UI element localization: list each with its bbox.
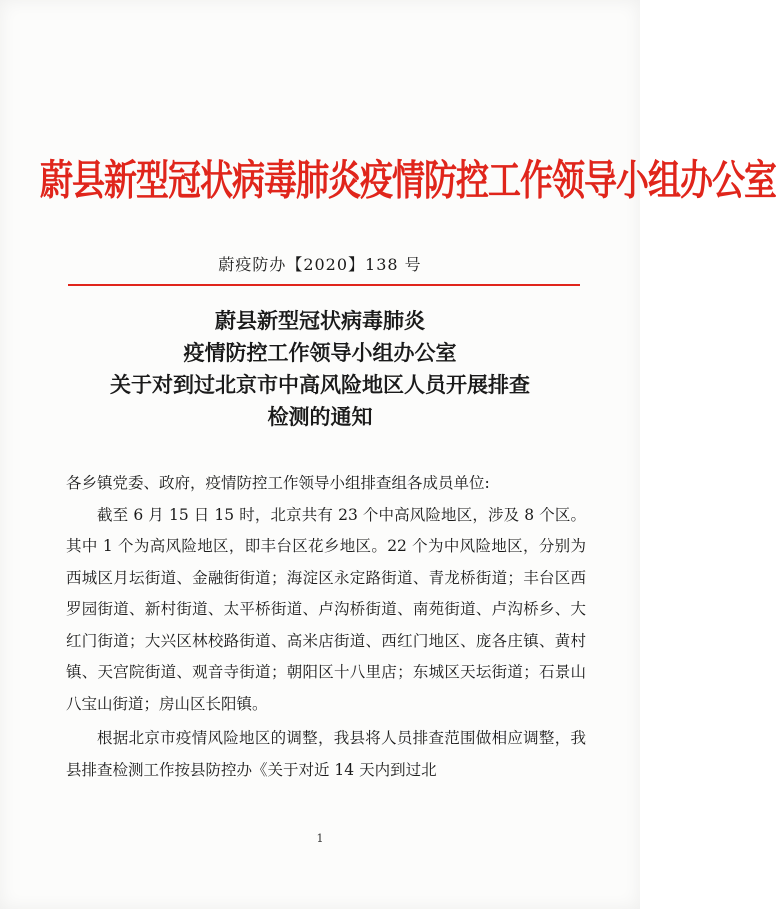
title-line-1: 蔚县新型冠状病毒肺炎	[215, 308, 425, 333]
notice-title	[60, 305, 580, 433]
body-paragraph-2: 根据北京市疫情风险地区的调整，我县将人员排查范围做相应调整，我县排查检测工作按县防控办《关于对近 14 天内到过北	[66, 729, 586, 779]
body-paragraph-1: 截至 6 月 15 日 15 时，北京共有 23 个中高风险地区，涉及 8 个区。其中 1 个为高风险地区，即丰台区花乡地区。22 个为中风险地区，分别为西城区月坛街道、金融街街道；海淀区永定路街道、青龙桥街道；丰台区西罗园街道、新村街道、太平桥街道、卢沟桥街道、南苑街道、卢沟桥乡、大红门街道；大兴区林校路街道、高米店街道、西红门地区、庞各庄镇、黄村镇、天宫院街道、观音寺街道；朝阳区十八里店；东城区天坛街道；石景山八宝山街道；房山区长阳镇。	[66, 505, 586, 713]
title-line-4: 检测的通知	[267, 404, 373, 429]
issuing-office-header: 蔚县新型冠状病毒肺炎疫情防控工作领导小组办公室	[40, 155, 776, 205]
notice-body	[66, 468, 586, 786]
title-line-3: 关于对到过北京市中高风险地区人员开展排查	[110, 372, 530, 397]
addressee-line: 各乡镇党委、政府，疫情防控工作领导小组排查组各成员单位:	[66, 474, 490, 492]
title-line-2: 疫情防控工作领导小组办公室	[183, 340, 457, 365]
document-number: 蔚疫防办【2020】138 号	[218, 255, 422, 274]
page-number: 1	[316, 832, 324, 845]
red-divider-line	[68, 284, 580, 286]
